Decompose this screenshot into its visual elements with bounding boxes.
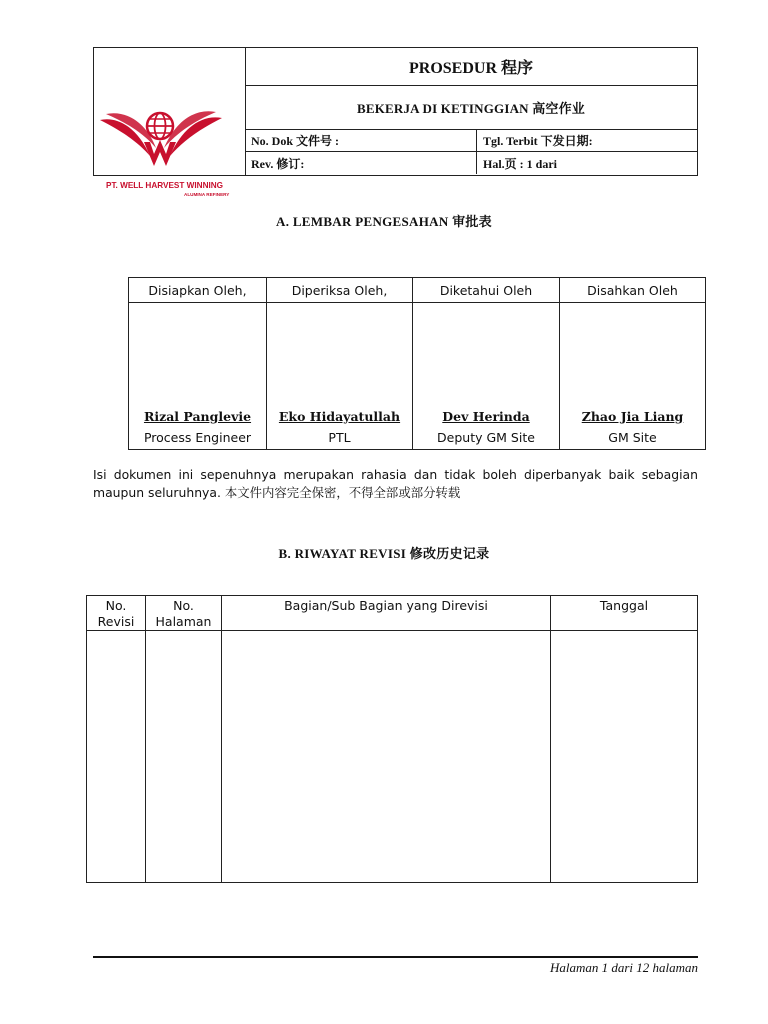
column-header: No. Revisi [87,596,145,631]
issue-date-label: Tgl. Terbit 下发日期: [483,133,593,148]
document-type-title: PROSEDUR 程序 [245,48,697,86]
revision-column-page [146,596,222,882]
company-tagline: ALUMINA REFINERY [184,192,230,197]
approval-table [128,277,706,450]
company-logo-icon [98,108,228,176]
revision-label: Rev. 修订: [245,152,477,174]
approval-header: Disahkan Oleh [560,278,705,303]
column-header: No. Halaman [146,596,221,631]
revision-column-section [222,596,551,882]
company-name: PT. WELL HARVEST WINNING [106,181,224,190]
approval-column-checked [267,278,413,449]
page-footer: Halaman 1 dari 12 halaman [549,960,698,975]
approver-name: Rizal Panglevie [143,409,252,424]
header-row-doc-info [245,129,697,152]
approver-role: PTL [328,430,351,445]
header-row-revision [245,152,697,174]
document-subject: BEKERJA DI KETINGGIAN 高空作业 [245,85,697,130]
approver-role: Process Engineer [143,430,252,445]
approval-column-prepared [129,278,267,449]
revision-history-table [86,595,698,883]
approver-name: Zhao Jia Liang [581,409,684,424]
approval-header: Diperiksa Oleh, [267,278,412,303]
section-a-title: A. LEMBAR PENGESAHAN 审批表 [276,214,492,229]
approval-header: Disiapkan Oleh, [129,278,266,303]
approval-header: Diketahui Oleh [413,278,559,303]
footer-divider [93,956,698,958]
approval-column-approved [560,278,705,449]
approver-role: Deputy GM Site [437,430,535,445]
approver-role: GM Site [608,430,657,445]
approval-column-acknowledged [413,278,560,449]
revision-column-no [87,596,146,882]
document-header [93,47,698,197]
column-header: Bagian/Sub Bagian yang Direvisi [222,596,550,631]
page-label: Hal.页 : 1 dari [483,156,557,171]
column-header: Tanggal [551,596,697,631]
logo-cell [94,48,246,197]
confidentiality-notice: Isi dokumen ini sepenuhnya merupakan rahasia dan tidak boleh diperbanyak baik sebagian maupun seluruhnya. 本文件内容完全保密，不得全部或部分转载 [93,467,698,500]
approver-name: Dev Herinda [442,409,530,424]
section-b-title: B. RIWAYAT REVISI 修改历史记录 [278,546,490,561]
doc-number-label: No. Dok 文件号 : [245,129,477,151]
approver-name: Eko Hidayatullah [278,409,401,424]
revision-column-date [551,596,697,882]
